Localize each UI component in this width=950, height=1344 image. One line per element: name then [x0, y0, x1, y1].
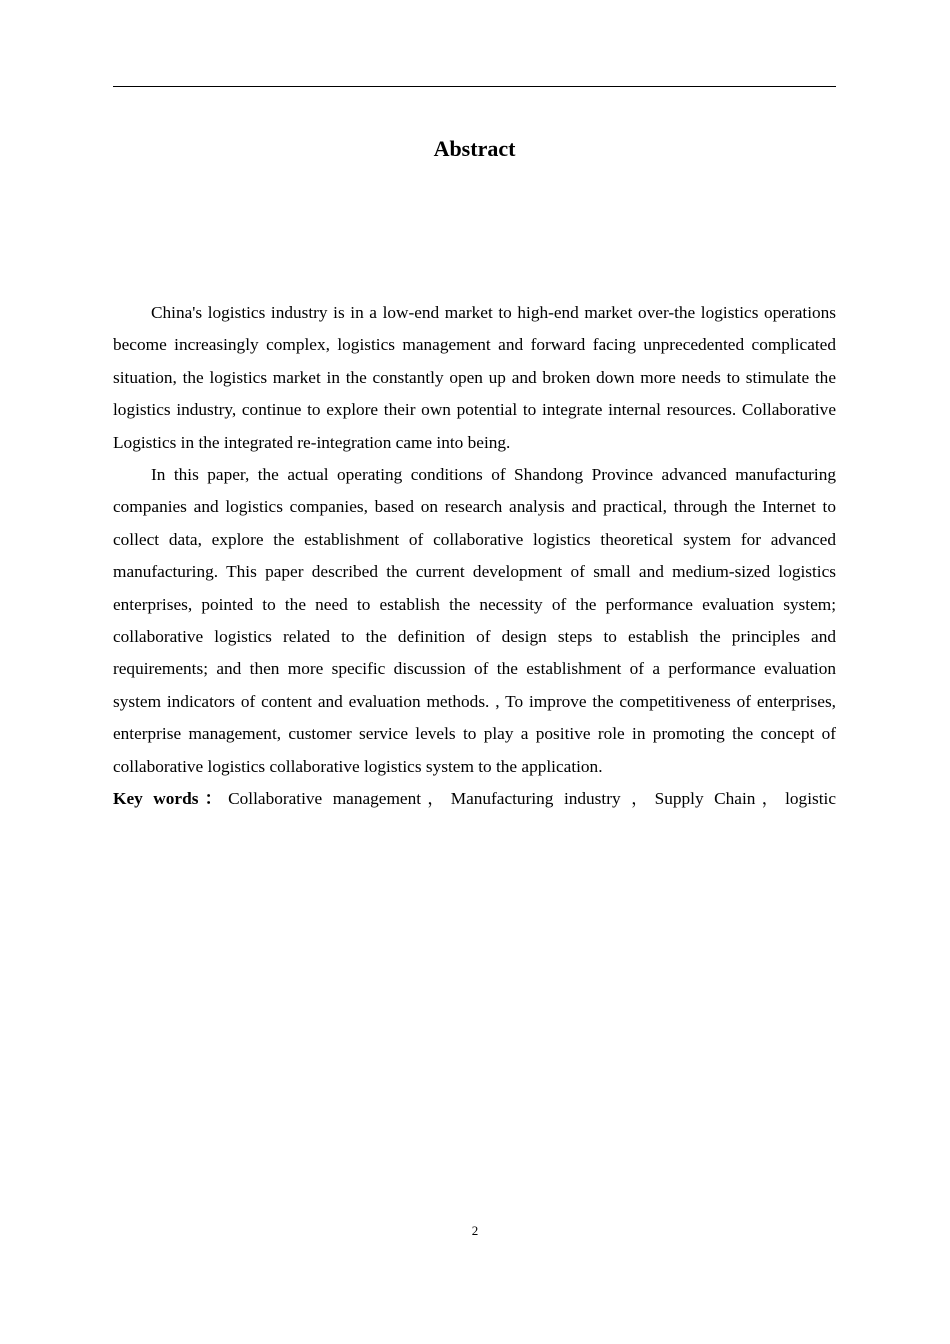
- abstract-body: [113, 297, 836, 816]
- header-rule: [113, 86, 836, 87]
- keywords-text: Collaborative management，Manufacturing industry ，Supply Chain，logistic: [228, 789, 836, 809]
- abstract-title: Abstract: [433, 136, 516, 161]
- keywords-line: [113, 783, 836, 815]
- page-number: 2: [471, 1223, 479, 1238]
- abstract-paragraph-2: In this paper, the actual operating conditions of Shandong Province advanced manufacturing companies and logistics companies, based on research analysis and practical, through the Internet to collect data, explore the establishment of collaborative logistics theoretical system for advanced manufacturing. This paper described the current development of small and medium-sized logistics enterprises, pointed to the need to establish the necessity of the performance evaluation system; collaborative logistics related to the definition of design steps to establish the principles and requirements; and then more specific discussion of the establishment of a performance evaluation system indicators of content and evaluation methods. , To improve the competitiveness of enterprises, enterprise management, customer service levels to play a positive role in promoting the concept of collaborative logistics collaborative logistics system to the application.: [113, 465, 836, 776]
- keywords-label: Key words：: [113, 789, 229, 809]
- abstract-paragraph-1: China's logistics industry is in a low-end market to high-end market over-the logistics operations become increasingly complex, logistics management and forward facing unprecedented complicated situation, the logistics market in the constantly open up and broken down more needs to stimulate the logistics industry, continue to explore their own potential to integrate internal resources. Collaborative Logistics in the integrated re-integration came into being.: [113, 303, 836, 452]
